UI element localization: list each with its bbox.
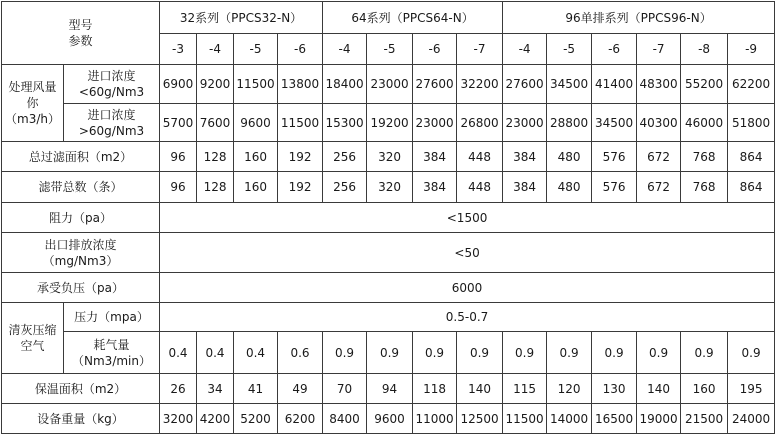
value-cell: 448: [457, 142, 503, 172]
airflow-sub-gt60: [64, 104, 160, 142]
row-filter-area: [2, 142, 775, 172]
airflow-sub-gt60-line1: 进口浓度: [87, 107, 136, 122]
emission-value: <50: [160, 233, 775, 273]
value-cell: 0.9: [457, 332, 503, 374]
row-airflow-gt60: [2, 104, 775, 142]
airflow-label-line2: 你: [26, 96, 39, 110]
value-cell: 7600: [197, 104, 234, 142]
value-cell: 9600: [234, 104, 278, 142]
value-cell: 34500: [547, 65, 592, 104]
value-cell: 0.9: [547, 332, 592, 374]
value-cell: 34500: [592, 104, 637, 142]
value-cell: 480: [547, 142, 592, 172]
value-cell: 384: [503, 172, 547, 203]
negative-pressure-label: 承受负压（pa）: [2, 273, 160, 303]
value-cell: 11500: [503, 404, 547, 434]
airflow-sub-lt60: [64, 65, 160, 104]
value-cell: 19200: [367, 104, 413, 142]
value-cell: 3200: [160, 404, 197, 434]
suffix-cell: -5: [547, 34, 592, 65]
value-cell: 13800: [278, 65, 323, 104]
value-cell: 140: [637, 374, 681, 404]
suffix-cell: -4: [197, 34, 234, 65]
value-cell: 320: [367, 142, 413, 172]
air-consumption-label: [64, 332, 160, 374]
value-cell: 0.9: [413, 332, 457, 374]
air-consumption-label-line1: 耗气量: [93, 337, 130, 352]
value-cell: 11000: [413, 404, 457, 434]
resistance-value: <1500: [160, 203, 775, 233]
value-cell: 55200: [681, 65, 728, 104]
value-cell: 0.9: [592, 332, 637, 374]
row-bag-count: [2, 172, 775, 203]
value-cell: 140: [457, 374, 503, 404]
suffix-cell: -7: [637, 34, 681, 65]
value-cell: 62200: [728, 65, 775, 104]
insulation-area-label: 保温面积（m2）: [2, 374, 160, 404]
emission-label-line2: （mg/Nm3）: [42, 253, 119, 268]
value-cell: 160: [681, 374, 728, 404]
value-cell: 23000: [503, 104, 547, 142]
row-weight: [2, 404, 775, 434]
value-cell: 40300: [637, 104, 681, 142]
value-cell: 94: [367, 374, 413, 404]
emission-label: [2, 233, 160, 273]
value-cell: 0.9: [681, 332, 728, 374]
value-cell: 51800: [728, 104, 775, 142]
suffix-cell: -8: [681, 34, 728, 65]
value-cell: 46000: [681, 104, 728, 142]
value-cell: 128: [197, 172, 234, 203]
suffix-cell: -6: [278, 34, 323, 65]
emission-label-line1: 出口排放浓度: [44, 237, 117, 252]
airflow-label-line3: （m3/h）: [5, 112, 60, 126]
value-cell: 23000: [413, 104, 457, 142]
suffix-cell: -6: [413, 34, 457, 65]
value-cell: 192: [278, 172, 323, 203]
header-corner-param: 参数: [68, 34, 93, 48]
airflow-sub-lt60-line2: <60g/Nm3: [78, 85, 145, 99]
value-cell: 128: [197, 142, 234, 172]
value-cell: 6900: [160, 65, 197, 104]
weight-label: 设备重量（kg）: [2, 404, 160, 434]
value-cell: 48300: [637, 65, 681, 104]
row-resistance: [2, 203, 775, 233]
bag-count-label: 滤带总数（条）: [2, 172, 160, 203]
suffix-cell: -5: [234, 34, 278, 65]
value-cell: 27600: [413, 65, 457, 104]
value-cell: 32200: [457, 65, 503, 104]
value-cell: 70: [323, 374, 367, 404]
suffix-cell: -5: [367, 34, 413, 65]
value-cell: 576: [592, 172, 637, 203]
compressed-air-label: [2, 303, 64, 374]
value-cell: 0.6: [278, 332, 323, 374]
value-cell: 0.9: [323, 332, 367, 374]
spec-table: [1, 1, 775, 434]
row-negative-pressure: [2, 273, 775, 303]
value-cell: 23000: [367, 65, 413, 104]
suffix-cell: -6: [592, 34, 637, 65]
compressed-air-label-line1: 清灰压缩: [8, 323, 57, 337]
value-cell: 256: [323, 172, 367, 203]
header-row-groups: [2, 2, 775, 34]
suffix-cell: -7: [457, 34, 503, 65]
value-cell: 9200: [197, 65, 234, 104]
value-cell: 384: [413, 172, 457, 203]
value-cell: 0.4: [160, 332, 197, 374]
value-cell: 256: [323, 142, 367, 172]
suffix-cell: -4: [503, 34, 547, 65]
row-airflow-lt60: [2, 65, 775, 104]
value-cell: 24000: [728, 404, 775, 434]
value-cell: 4200: [197, 404, 234, 434]
airflow-sub-lt60-line1: 进口浓度: [87, 69, 136, 83]
value-cell: 768: [681, 142, 728, 172]
resistance-label: 阻力（pa）: [2, 203, 160, 233]
value-cell: 130: [592, 374, 637, 404]
value-cell: 0.9: [637, 332, 681, 374]
value-cell: 34: [197, 374, 234, 404]
value-cell: 384: [503, 142, 547, 172]
value-cell: 0.9: [503, 332, 547, 374]
row-insulation-area: [2, 374, 775, 404]
value-cell: 768: [681, 172, 728, 203]
value-cell: 6200: [278, 404, 323, 434]
value-cell: 160: [234, 142, 278, 172]
value-cell: 49: [278, 374, 323, 404]
header-corner: [2, 2, 160, 65]
value-cell: 96: [160, 142, 197, 172]
value-cell: 26800: [457, 104, 503, 142]
value-cell: 11500: [278, 104, 323, 142]
suffix-cell: -4: [323, 34, 367, 65]
filter-area-label: 总过滤面积（m2）: [2, 142, 160, 172]
group-header-64: 64系列（PPCS64-N）: [323, 2, 503, 34]
value-cell: 320: [367, 172, 413, 203]
value-cell: 19000: [637, 404, 681, 434]
value-cell: 11500: [234, 65, 278, 104]
value-cell: 16500: [592, 404, 637, 434]
suffix-cell: -3: [160, 34, 197, 65]
value-cell: 672: [637, 172, 681, 203]
value-cell: 26: [160, 374, 197, 404]
air-pressure-label: 压力（mpa）: [64, 303, 160, 332]
value-cell: 0.9: [367, 332, 413, 374]
value-cell: 195: [728, 374, 775, 404]
row-air-consumption: [2, 332, 775, 374]
value-cell: 96: [160, 172, 197, 203]
value-cell: 120: [547, 374, 592, 404]
airflow-sub-gt60-line2: >60g/Nm3: [78, 123, 145, 138]
negative-pressure-value: 6000: [160, 273, 775, 303]
value-cell: 160: [234, 172, 278, 203]
value-cell: 0.4: [197, 332, 234, 374]
row-air-pressure: [2, 303, 775, 332]
value-cell: 0.9: [728, 332, 775, 374]
value-cell: 28800: [547, 104, 592, 142]
value-cell: 0.4: [234, 332, 278, 374]
row-emission: [2, 233, 775, 273]
air-pressure-value: 0.5-0.7: [160, 303, 775, 332]
value-cell: 8400: [323, 404, 367, 434]
value-cell: 480: [547, 172, 592, 203]
airflow-label-line1: 处理风量: [8, 80, 57, 94]
value-cell: 118: [413, 374, 457, 404]
header-corner-model: 型号: [68, 18, 93, 32]
suffix-cell: -9: [728, 34, 775, 65]
value-cell: 448: [457, 172, 503, 203]
compressed-air-label-line2: 空气: [20, 339, 45, 353]
value-cell: 27600: [503, 65, 547, 104]
value-cell: 12500: [457, 404, 503, 434]
value-cell: 21500: [681, 404, 728, 434]
value-cell: 41: [234, 374, 278, 404]
group-header-32: 32系列（PPCS32-N）: [160, 2, 323, 34]
value-cell: 5700: [160, 104, 197, 142]
air-consumption-label-line2: （Nm3/min）: [72, 353, 151, 368]
value-cell: 864: [728, 172, 775, 203]
value-cell: 14000: [547, 404, 592, 434]
value-cell: 41400: [592, 65, 637, 104]
value-cell: 384: [413, 142, 457, 172]
value-cell: 192: [278, 142, 323, 172]
value-cell: 576: [592, 142, 637, 172]
value-cell: 9600: [367, 404, 413, 434]
value-cell: 15300: [323, 104, 367, 142]
value-cell: 5200: [234, 404, 278, 434]
group-header-96: 96单排系列（PPCS96-N）: [503, 2, 775, 34]
value-cell: 672: [637, 142, 681, 172]
value-cell: 864: [728, 142, 775, 172]
airflow-label: [2, 65, 64, 142]
value-cell: 115: [503, 374, 547, 404]
value-cell: 18400: [323, 65, 367, 104]
